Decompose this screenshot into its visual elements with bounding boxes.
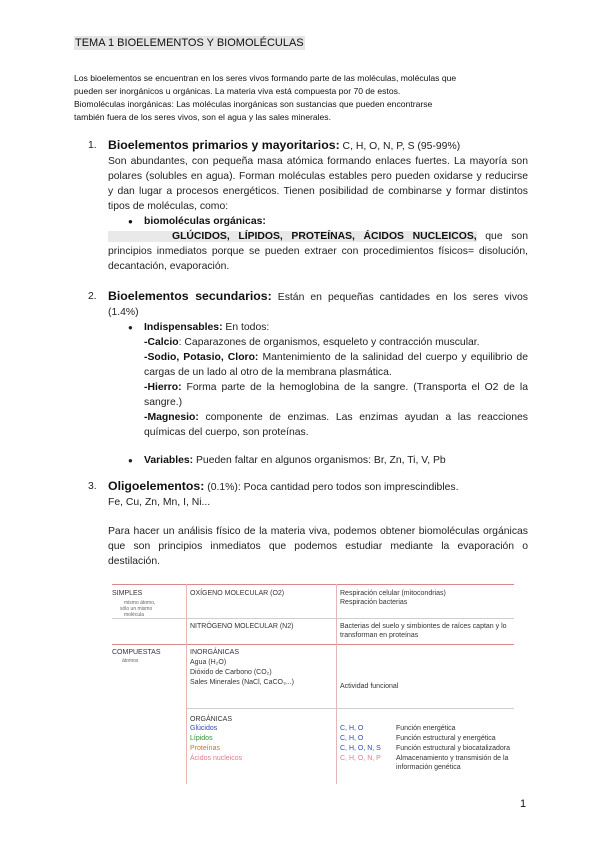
section-secondary — [88, 289, 528, 468]
section-elements: C, H, O, N, P, S (95-99%) — [339, 141, 461, 152]
intro-line: Los bioelementos se encuentran en los seres vivos formando parte de las moléculas, moléculas que — [74, 73, 457, 83]
section-number: 2. — [88, 291, 97, 302]
cell-organicas: ORGÁNICAS — [190, 716, 233, 723]
organic-list-note: que son principios inmediatos porque se pueden extraer con procedimientos físicos= disolución, decantación, evaporación. — [108, 231, 528, 272]
page-number: 1 — [520, 798, 527, 810]
cell-note: sólo un mismo — [120, 606, 153, 612]
cell-function: Función energética — [396, 725, 456, 732]
cell-function: información genética — [396, 764, 461, 771]
cell-compuestas: COMPUESTAS — [112, 649, 161, 656]
cell-desc: transforman en proteínas — [340, 632, 419, 639]
oligo-list: Fe, Cu, Zn, Mn, I, Ni... — [108, 497, 211, 508]
section-number: 1. — [88, 140, 97, 151]
calcio-label: -Calcio — [144, 337, 179, 348]
cell-elements: C, H, O — [340, 735, 364, 742]
cell-acidos: Ácidos nucleicos — [190, 755, 243, 762]
section-primary — [88, 138, 528, 274]
biomolecule-table — [112, 584, 514, 784]
cell-nitrogeno: NITRÓGENO MOLECULAR (N2) — [190, 623, 294, 630]
cell-actividad: Actividad funcional — [340, 683, 399, 690]
section-heading: Bioelementos secundarios: — [108, 289, 272, 303]
section-text: Están en pequeñas cantidades en los seres vivos (1.4%) — [108, 292, 528, 318]
intro-line: pueden ser inorgánicos u orgánicas. La materia viva está compuesta por 70 de estos. — [74, 86, 401, 96]
cell-function: Función estructural y biocatalizadora — [396, 745, 511, 752]
table-rule — [112, 584, 514, 585]
variables-label: Variables: — [144, 455, 194, 466]
sodio-text: Mantenimiento de la salinidad del cuerpo y equilibrio de cargas de un lado al otro de la membrana plasmática. — [144, 352, 528, 378]
cell-oxigeno: OXÍGENO MOLECULAR (O2) — [190, 590, 285, 597]
table-rule — [336, 584, 337, 784]
section-heading: Oligoelementos: — [108, 479, 205, 493]
section-number: 3. — [88, 481, 97, 492]
cell-note: átomos — [122, 658, 139, 664]
cell-desc: Respiración celular (mitocondrias) — [340, 590, 446, 597]
cell-agua: Agua (H₂O) — [190, 659, 227, 666]
cell-elements: C, H, O, N, P — [340, 755, 381, 762]
section-heading: Bioelementos primarios y mayoritarios: — [108, 138, 340, 152]
hierro-text: Forma parte de la hemoglobina de la sangre. (Transporta el O2 de la sangre.) — [144, 382, 528, 408]
hierro-label: -Hierro: — [144, 382, 182, 393]
table-rule — [112, 618, 514, 619]
cell-inorganicas: INORGÁNICAS — [190, 649, 240, 656]
cell-proteinas: Proteínas — [190, 745, 220, 752]
cell-elements: C, H, O — [340, 725, 364, 732]
calcio-text: : Caparazones de organismos, esqueleto y contracción muscular. — [178, 337, 480, 348]
cell-note: molécula — [124, 612, 145, 618]
cell-function: Almacenamiento y transmisión de la — [396, 755, 509, 762]
closing-paragraph: Para hacer un análisis físico de la materia viva, podemos obtener biomoléculas orgánicas que son principios inmediatos que podemos estudiar mediante la evaporación o destilación. — [108, 526, 528, 567]
table-rule — [186, 584, 187, 784]
variables-text: Pueden faltar en algunos organismos: Br, Zn, Ti, V, Pb — [193, 455, 446, 466]
section-text: : Poca cantidad pero todos son imprescindibles. — [237, 482, 459, 493]
cell-note: mismo átomo, — [124, 600, 156, 606]
cell-co2: Dióxido de Carbono (CO₂) — [190, 669, 272, 676]
indispensables-text: En todos: — [222, 322, 270, 333]
table-rule — [112, 644, 514, 645]
section-text: Son abundantes, con pequeña masa atómica formando enlaces fuertes. La mayoría son polares (solubles en agua). Forman moléculas estables pero pueden oxidarse y reducirse y dan lugar a procesos energéticos. Tienen posibilidad de combinarse y formar distintos tipos de moléculas, como: — [108, 156, 528, 212]
indispensables-label: Indispensables: — [144, 322, 223, 333]
table-rule — [186, 708, 514, 709]
cell-simples: SIMPLES — [112, 590, 143, 597]
organic-list: GLÚCIDOS, LÍPIDOS, PROTEÍNAS, ÁCIDOS NUCLEICOS, — [172, 231, 477, 242]
cell-desc: Bacterias del suelo y simbiontes de raíces captan y lo — [340, 623, 507, 630]
magnesio-label: -Magnesio: — [144, 412, 199, 423]
sodio-label: -Sodio, Potasio, Cloro: — [144, 352, 259, 363]
page-title: TEMA 1 BIOELEMENTOS Y BIOMOLÉCULAS — [75, 37, 304, 49]
intro-line: también fuera de los seres vivos, son el agua y las sales minerales. — [74, 112, 331, 122]
intro-line: Biomoléculas inorgánicas: Las moléculas inorgánicas son sustancias que pueden encontrarse — [74, 99, 433, 109]
cell-sales: Sales Minerales (NaCl, CaCO₃...) — [190, 679, 294, 686]
cell-elements: C, H, O, N, S — [340, 745, 381, 752]
magnesio-text: componente de enzimas. Las enzimas ayudan a las reacciones químicas del cuerpo, son proteínas. — [144, 412, 528, 438]
cell-glucidos: Glúcidos — [190, 725, 218, 732]
section-percent: (0.1%) — [204, 482, 238, 493]
cell-desc: Respiración bacterias — [340, 599, 408, 606]
intro-paragraph — [74, 72, 528, 124]
bullet-organic: ● biomoléculas orgánicas: — [108, 214, 528, 229]
cell-lipidos: Lípidos — [190, 735, 213, 742]
cell-function: Función estructural y energética — [396, 735, 496, 742]
section-oligo — [88, 479, 528, 510]
